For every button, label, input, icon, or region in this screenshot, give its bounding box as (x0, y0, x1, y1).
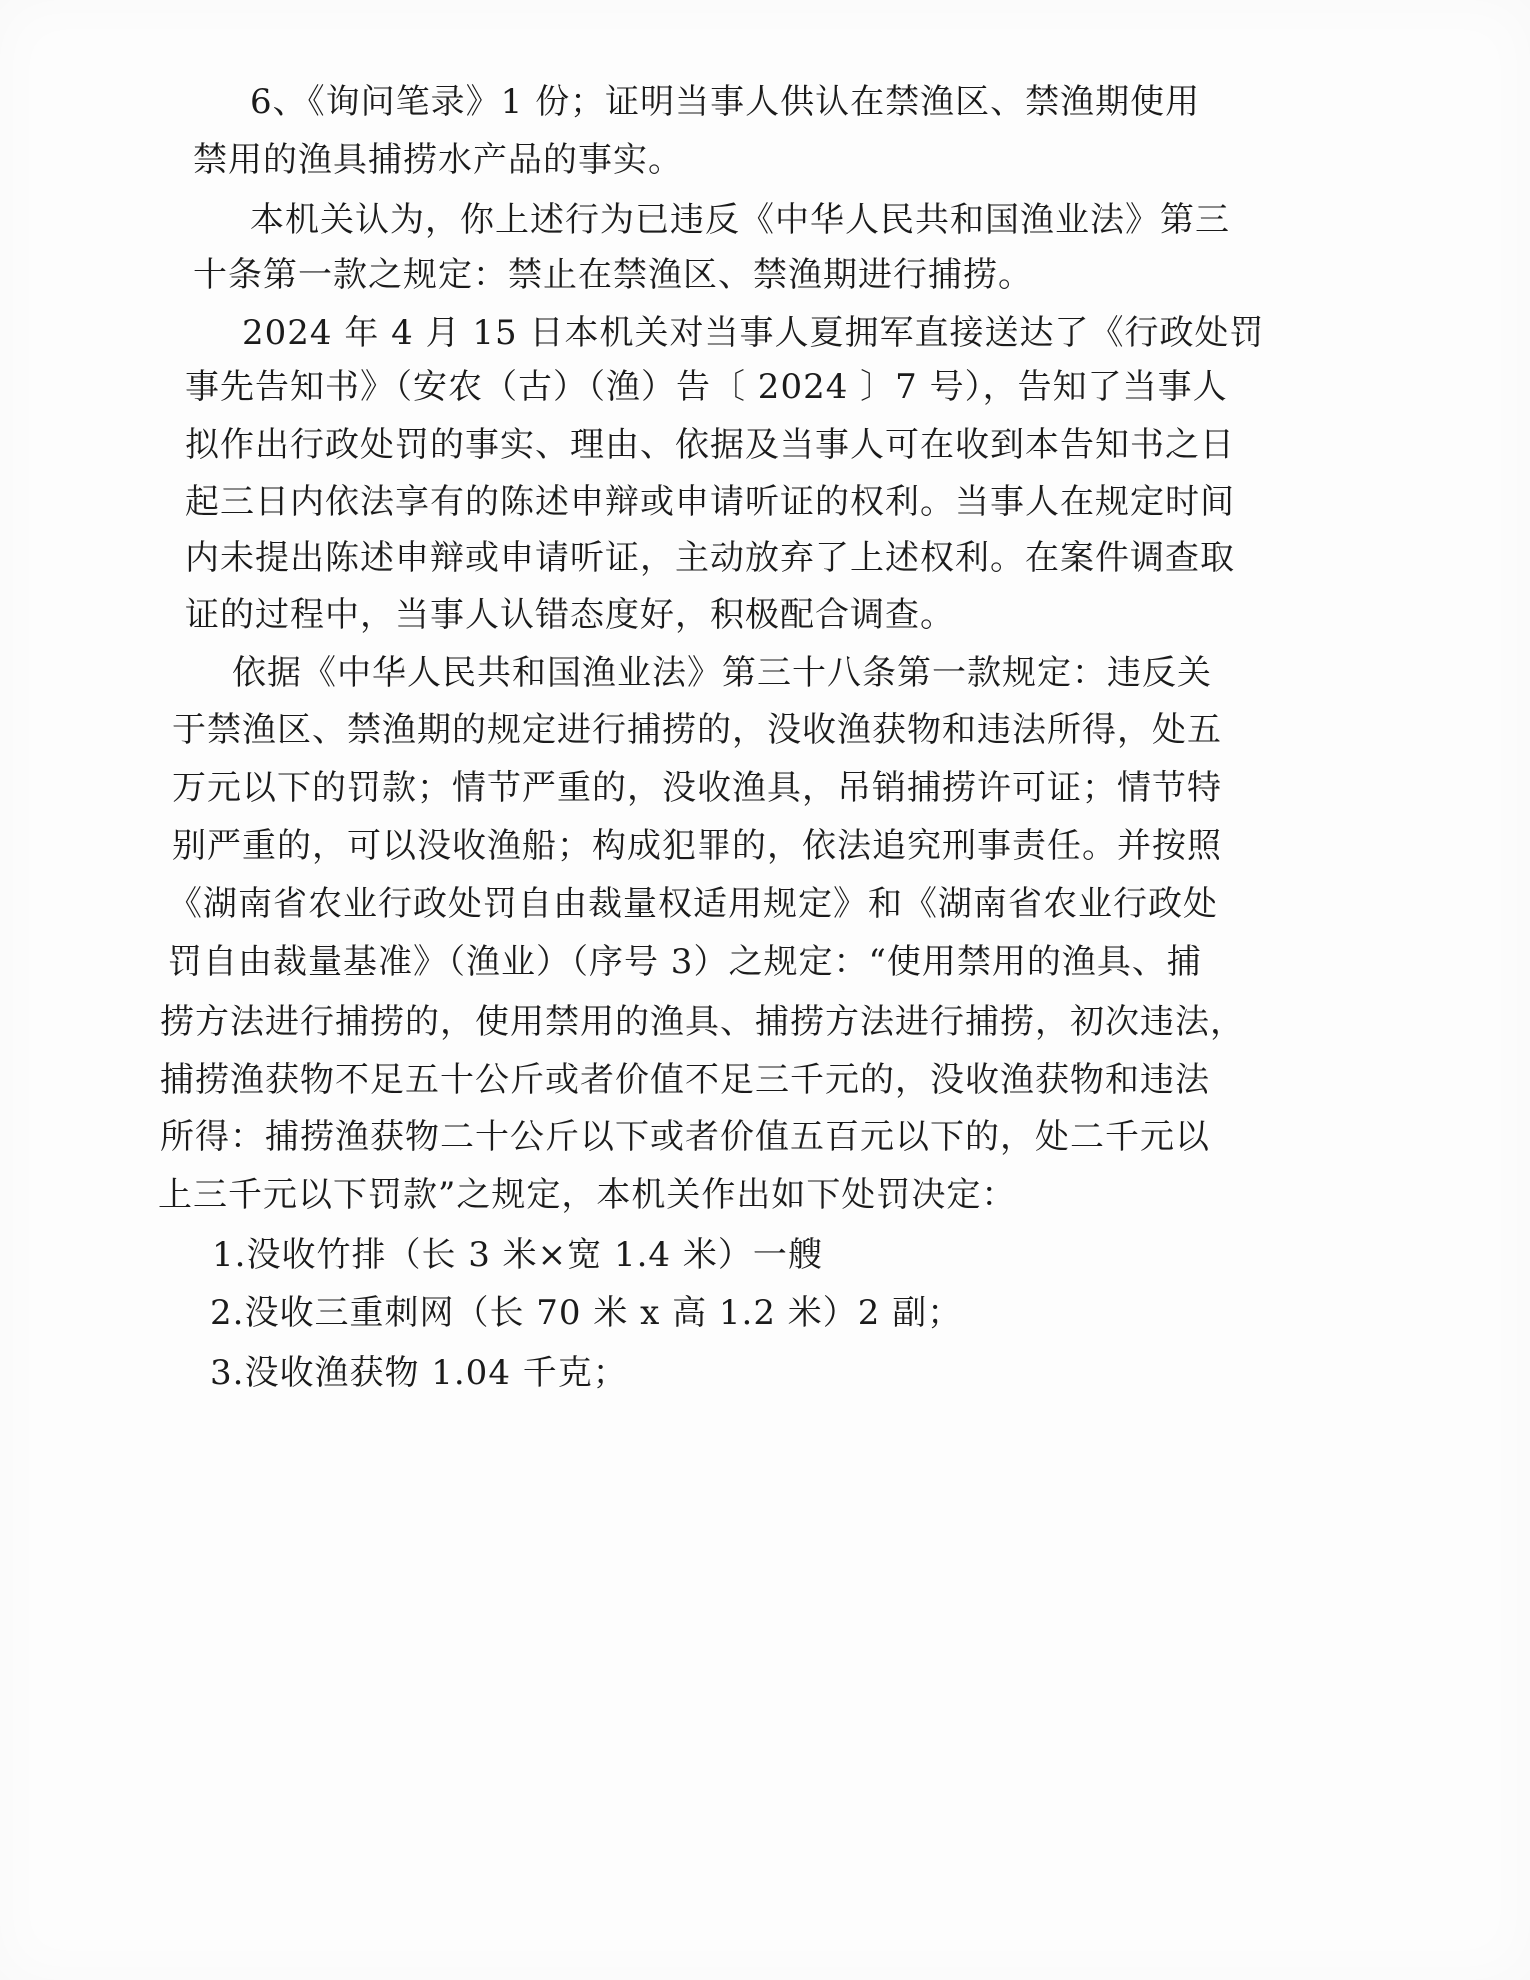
text-line: 内未提出陈述申辩或申请听证，主动放弃了上述权利。在案件调查取 (185, 538, 1235, 578)
text-line: 本机关认为，你上述行为已违反《中华人民共和国渔业法》第三 (250, 200, 1230, 240)
text-line: 罚自由裁量基准》（渔业）（序号 3）之规定：“使用禁用的渔具、捕 (168, 942, 1202, 982)
text-line: 《湖南省农业行政处罚自由裁量权适用规定》和《湖南省农业行政处 (168, 884, 1218, 924)
text-line: 起三日内依法享有的陈述申辩或申请听证的权利。当事人在规定时间 (185, 482, 1235, 522)
penalty-item-1: 1.没收竹排（长 3 米×宽 1.4 米）一艘 (212, 1235, 823, 1275)
penalty-item-2: 2.没收三重刺网（长 70 米 x 高 1.2 米）2 副； (210, 1293, 963, 1333)
text-line: 依据《中华人民共和国渔业法》第三十八条第一款规定：违反关 (232, 653, 1212, 693)
text-line: 捞方法进行捕捞的，使用禁用的渔具、捕捞方法进行捕捞，初次违法， (160, 1002, 1245, 1042)
text-line: 6、《询问笔录》1 份；证明当事人供认在禁渔区、禁渔期使用 (250, 82, 1201, 122)
text-line: 拟作出行政处罚的事实、理由、依据及当事人可在收到本告知书之日 (185, 425, 1235, 465)
text-line: 禁用的渔具捕捞水产品的事实。 (193, 140, 683, 180)
text-line: 事先告知书》（安农（古）（渔）告〔 2024 〕7 号），告知了当事人 (185, 367, 1228, 407)
text-line: 别严重的，可以没收渔船；构成犯罪的，依法追究刑事责任。并按照 (172, 826, 1222, 866)
text-line: 捕捞渔获物不足五十公斤或者价值不足三千元的，没收渔获物和违法 (160, 1060, 1210, 1100)
text-line: 证的过程中，当事人认错态度好，积极配合调查。 (185, 595, 955, 635)
penalty-item-3: 3.没收渔获物 1.04 千克； (210, 1353, 628, 1393)
text-line: 十条第一款之规定：禁止在禁渔区、禁渔期进行捕捞。 (193, 255, 1033, 295)
text-line: 上三千元以下罚款”之规定，本机关作出如下处罚决定： (158, 1175, 1017, 1215)
text-line: 于禁渔区、禁渔期的规定进行捕捞的，没收渔获物和违法所得，处五 (172, 710, 1222, 750)
text-line: 所得：捕捞渔获物二十公斤以下或者价值五百元以下的，处二千元以 (160, 1117, 1210, 1157)
text-line: 万元以下的罚款；情节严重的，没收渔具，吊销捕捞许可证；情节特 (172, 768, 1222, 808)
text-line: 2024 年 4 月 15 日本机关对当事人夏拥军直接送达了《行政处罚 (242, 313, 1265, 353)
